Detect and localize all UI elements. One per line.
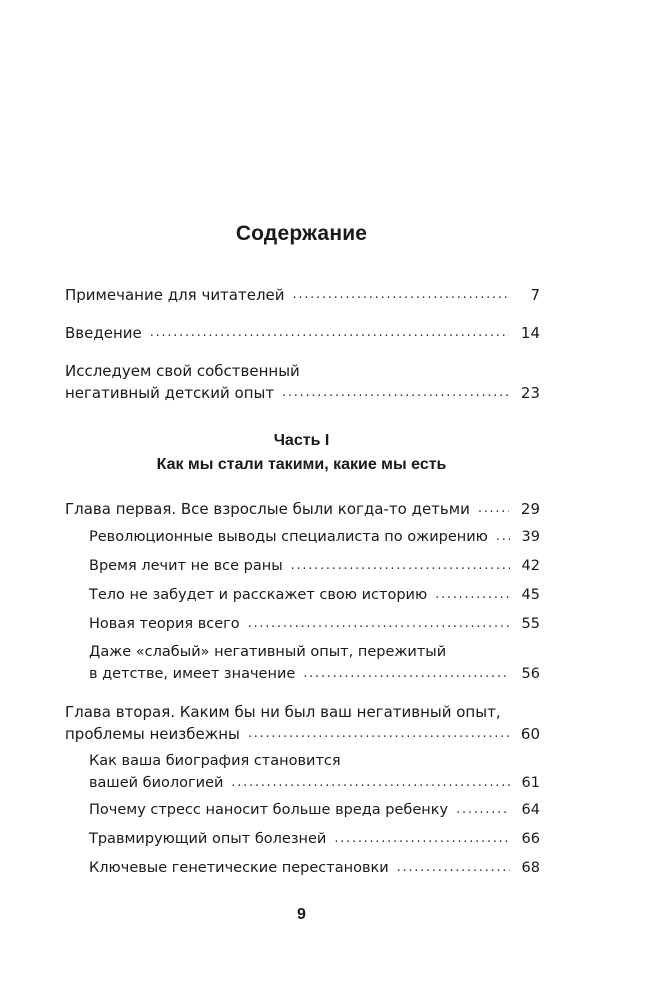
toc-entry-title: Ключевые генетические перестановки (89, 860, 389, 876)
dot-leader (293, 284, 510, 306)
toc-chapter-entry[interactable] (65, 701, 540, 745)
toc-entry-page: 29 (520, 500, 540, 518)
toc-section-entry[interactable] (89, 555, 540, 577)
toc-chapter-entry[interactable] (65, 498, 540, 520)
page-number: 9 (297, 906, 306, 923)
toc-entry-title-continued: вашей биологией (89, 775, 224, 791)
toc-entry[interactable] (65, 360, 540, 404)
dot-leader (303, 663, 509, 685)
toc-entry-page: 55 (521, 616, 540, 632)
toc-entry-title-continued: в детстве, имеет значение (89, 666, 296, 682)
dot-leader (456, 799, 509, 821)
toc-section-entry[interactable] (89, 584, 540, 606)
toc-entry-title: Глава вторая. Каким бы ни был ваш негативный опыт, (65, 703, 501, 721)
toc-entry-title: Новая теория всего (89, 616, 240, 632)
toc-entry-title: Глава первая. Все взрослые были когда-то детьми (65, 500, 470, 518)
dot-leader (496, 526, 510, 548)
toc-entry[interactable] (65, 284, 540, 306)
toc-entry-page: 14 (520, 324, 540, 342)
part-label: Часть I (273, 432, 330, 449)
toc-entry-page: 64 (521, 802, 540, 818)
toc-entry-page: 7 (530, 286, 540, 304)
toc-section-entry[interactable] (89, 526, 540, 548)
toc-entry-page: 66 (521, 831, 540, 847)
toc-section-entry[interactable] (89, 641, 540, 685)
toc-entry-title: Тело не забудет и расскажет свою историю (89, 587, 428, 603)
toc-entry-title-continued: проблемы неизбежны (65, 725, 240, 743)
dot-leader (248, 723, 509, 745)
toc-entry-title: Примечание для читателей (65, 286, 285, 304)
toc-section-entry[interactable] (89, 750, 540, 794)
toc-entry-title: Как ваша биография становится (89, 753, 341, 769)
dot-leader (397, 857, 510, 879)
dot-leader (478, 498, 509, 520)
toc-section-entry[interactable] (89, 828, 540, 850)
toc-entry-page: 42 (521, 558, 540, 574)
toc-entry-page: 39 (521, 529, 540, 545)
toc-entry-title: Революционные выводы специалиста по ожирению (89, 529, 488, 545)
toc-entry-title: Почему стресс наносит больше вреда ребенку (89, 802, 449, 818)
dot-leader (334, 828, 509, 850)
toc-entry-page: 61 (521, 775, 540, 791)
toc-entry-page: 68 (521, 860, 540, 876)
toc-entry-title-continued: негативный детский опыт (65, 384, 275, 402)
toc-entry-title: Исследуем свой собственный (65, 362, 300, 380)
dot-leader (282, 382, 509, 404)
toc-entry-title: Даже «слабый» негативный опыт, пережитый (89, 644, 447, 660)
toc-entry-title: Введение (65, 324, 142, 342)
toc-entry-page: 56 (521, 666, 540, 682)
toc-entry-title: Травмирующий опыт болезней (89, 831, 327, 847)
page-title: Содержание (235, 222, 368, 245)
dot-leader (248, 613, 510, 635)
dot-leader (435, 584, 509, 606)
toc-entry-title: Время лечит не все раны (89, 558, 283, 574)
toc-entry-page: 45 (521, 587, 540, 603)
toc-section-entry[interactable] (89, 613, 540, 635)
toc-section-entry[interactable] (89, 857, 540, 879)
toc-entry[interactable] (65, 322, 540, 344)
dot-leader (231, 772, 509, 794)
toc-entry-page: 60 (520, 725, 540, 743)
dot-leader (150, 322, 509, 344)
toc-section-entry[interactable] (89, 799, 540, 821)
toc-entry-page: 23 (520, 384, 540, 402)
dot-leader (291, 555, 510, 577)
part-title: Как мы стали такими, какие мы есть (156, 456, 447, 473)
